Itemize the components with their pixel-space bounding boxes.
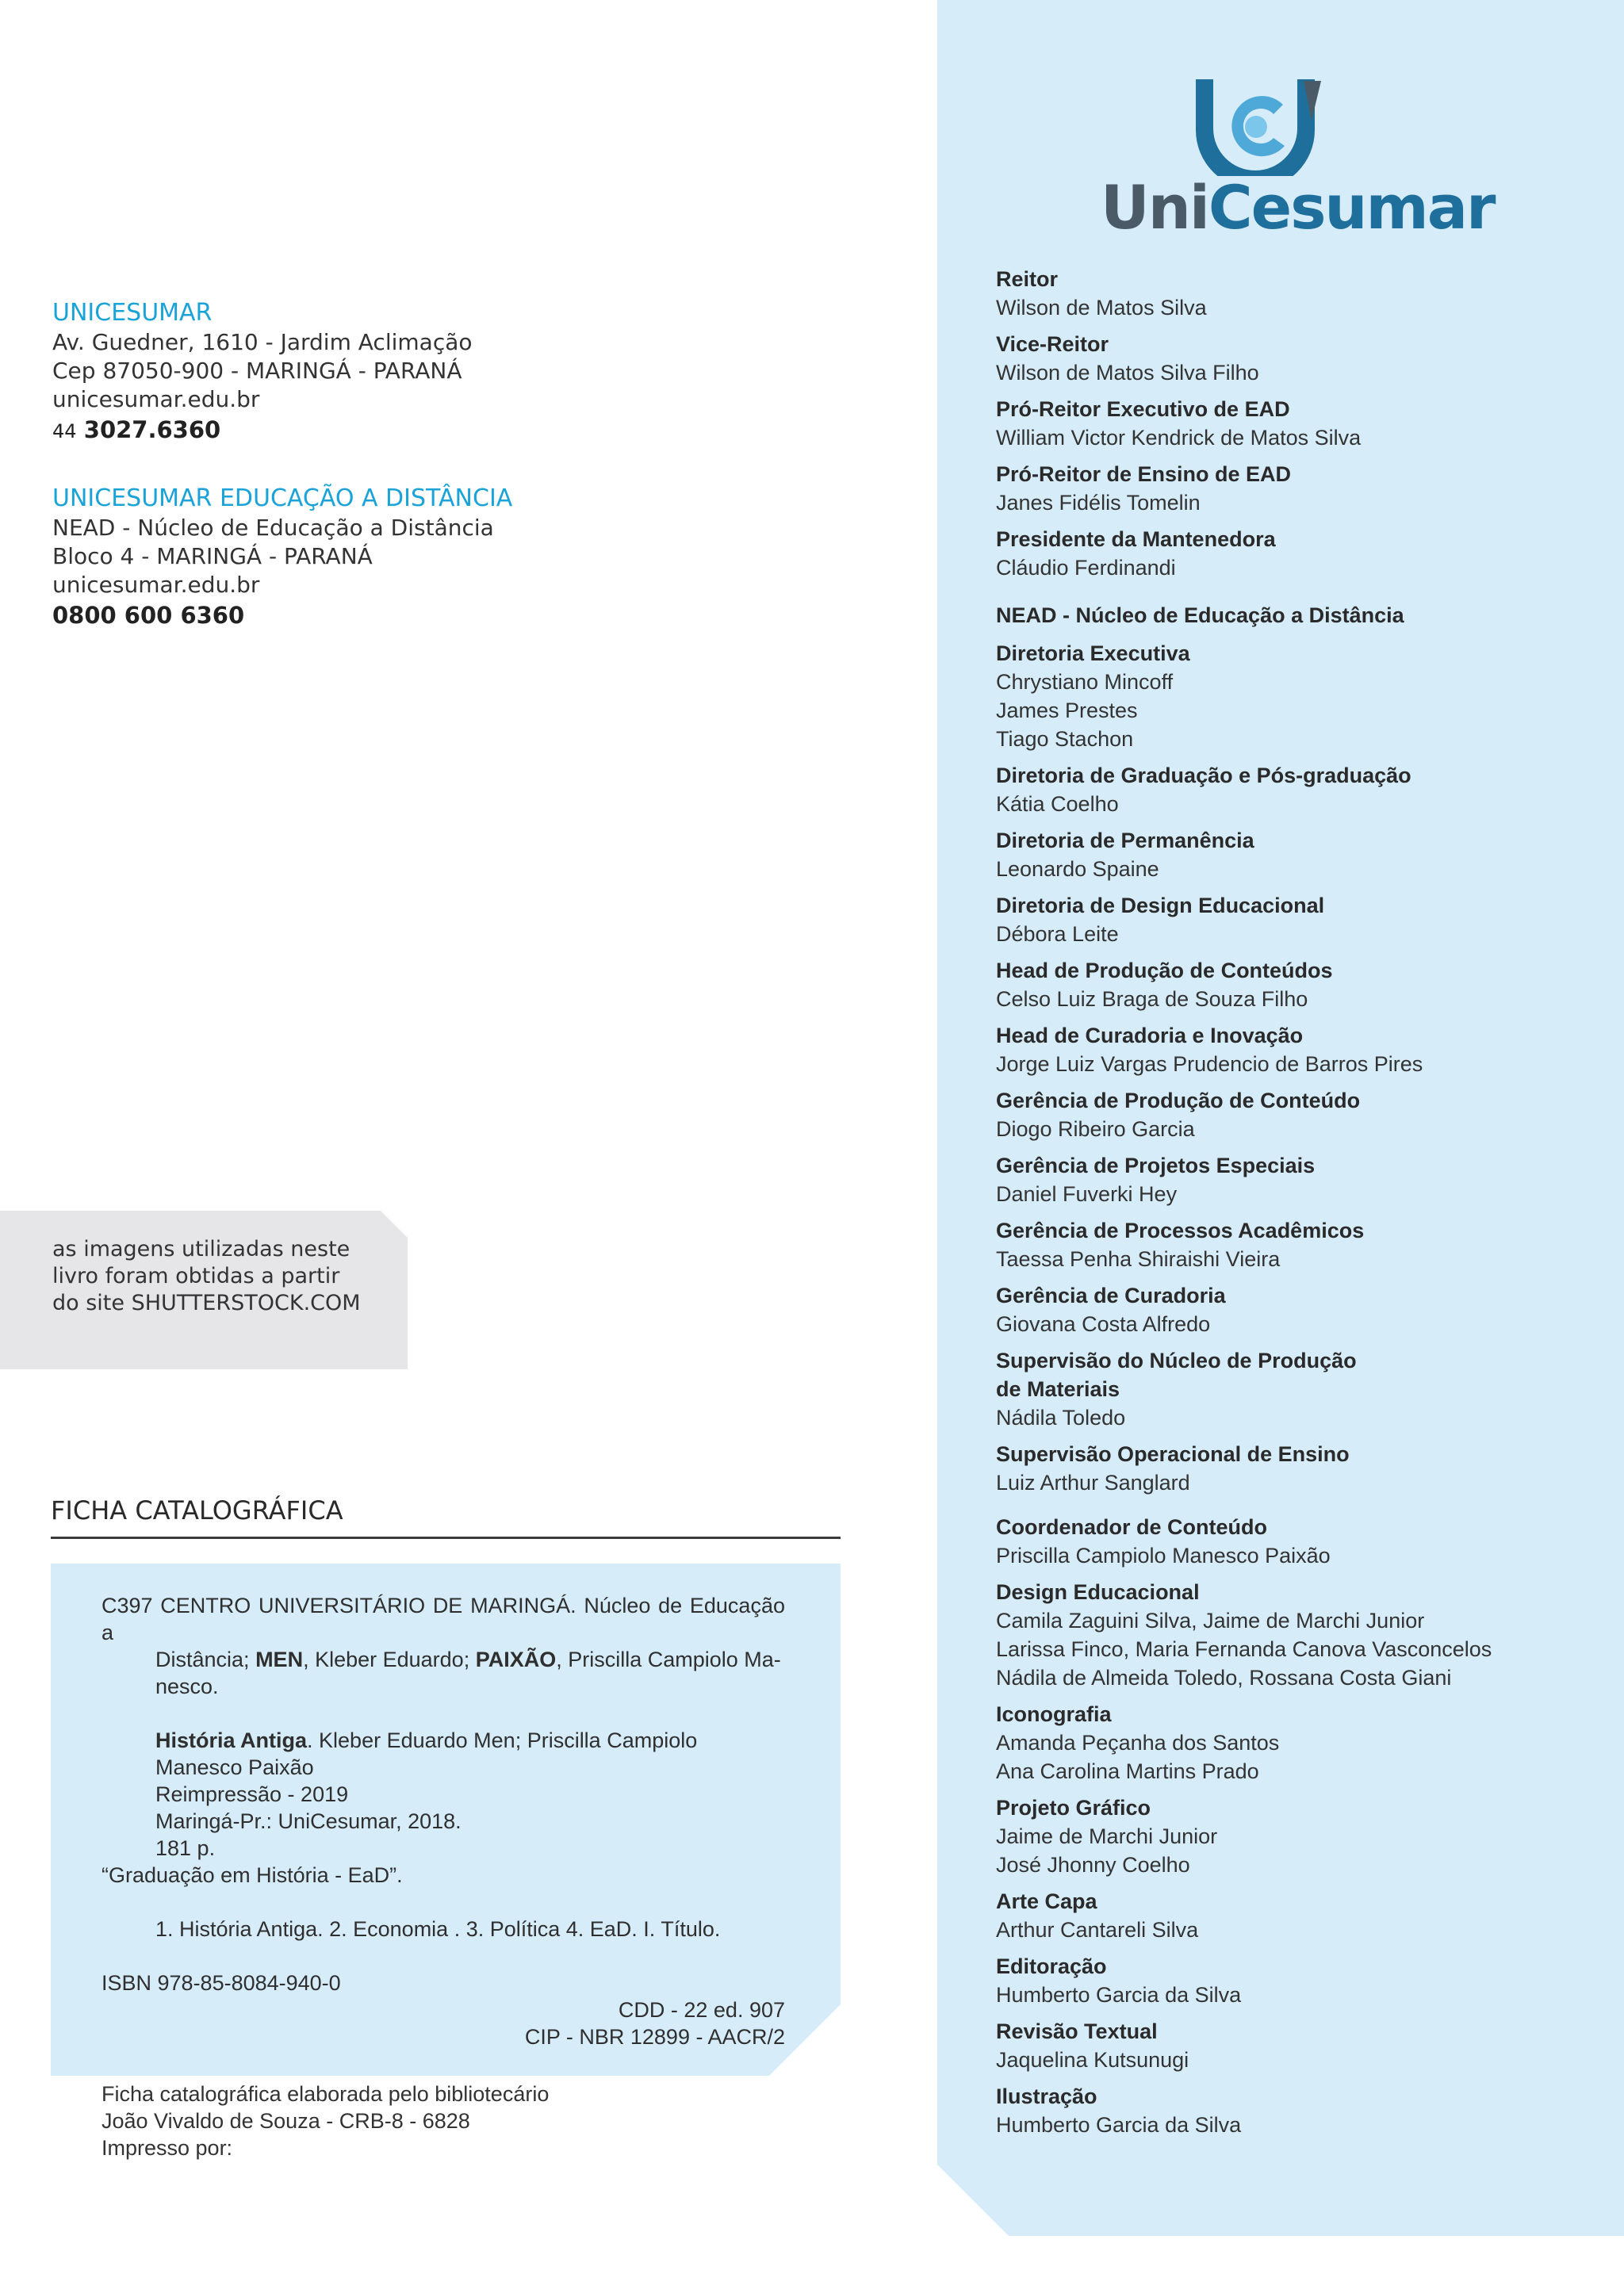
address-line: Bloco 4 - MARINGÁ - PARANÁ — [52, 543, 373, 569]
role-diretoria-design — [996, 891, 1599, 948]
ficha-cdd: CDD - 22 ed. 907 — [618, 1998, 785, 2022]
logo-part-cesumar: Cesumar — [1208, 172, 1495, 243]
role-name: Cláudio Ferdinandi — [996, 556, 1176, 580]
ficha-footer-line: Impresso por: — [102, 2136, 233, 2160]
role-diretoria-executiva — [996, 639, 1599, 753]
address-line: Cep 87050-900 - MARINGÁ - PARANÁ — [52, 358, 462, 384]
role-pro-reitor-ensino — [996, 460, 1599, 517]
ficha-entry-text: CENTRO UNIVERSITÁRIO DE MARINGÁ. Núcleo de Educação a — [102, 1594, 785, 1644]
role-iconografia — [996, 1700, 1599, 1786]
role-gerencia-processos — [996, 1216, 1599, 1273]
role-diretoria-permanencia — [996, 826, 1599, 883]
role-head-producao — [996, 956, 1599, 1013]
role-name: Nádila Toledo — [996, 1406, 1126, 1430]
role-title: Reitor — [996, 267, 1059, 291]
role-title: Head de Produção de Conteúdos — [996, 959, 1333, 982]
role-name: Humberto Garcia da Silva — [996, 2113, 1242, 2137]
role-name: Wilson de Matos Silva — [996, 296, 1207, 320]
staff-list — [996, 265, 1599, 2147]
address-website: unicesumar.edu.br — [52, 386, 260, 412]
role-title: Arte Capa — [996, 1889, 1097, 1913]
address-line: NEAD - Núcleo de Educação a Distância — [52, 515, 494, 541]
role-name: Diogo Ribeiro Garcia — [996, 1117, 1195, 1141]
spacer — [102, 1889, 785, 1916]
role-pro-reitor-executivo — [996, 395, 1599, 452]
ficha-title: FICHA CATALOGRÁFICA — [51, 1495, 343, 1525]
role-name: Wilson de Matos Silva Filho — [996, 361, 1259, 385]
role-gerencia-curadoria — [996, 1281, 1599, 1338]
role-title: Coordenador de Conteúdo — [996, 1515, 1267, 1539]
role-name: Tiago Stachon — [996, 727, 1134, 751]
role-title: Gerência de Processos Acadêmicos — [996, 1219, 1365, 1242]
book-authors: . Kleber Eduardo Men; Priscilla Campiolo — [307, 1728, 698, 1752]
ficha-footer-line: Ficha catalográfica elaborada pelo bibliotecário — [102, 2082, 550, 2106]
role-name: Nádila de Almeida Toledo, Rossana Costa Giani — [996, 1666, 1452, 1690]
role-name: Taessa Penha Shiraishi Vieira — [996, 1247, 1281, 1271]
role-title: Diretoria de Graduação e Pós-graduação — [996, 764, 1411, 787]
role-gerencia-producao — [996, 1086, 1599, 1143]
role-editoracao — [996, 1952, 1599, 2009]
unicesumar-logo — [1101, 73, 1495, 243]
role-title: Diretoria de Permanência — [996, 829, 1254, 852]
ficha-place: Maringá-Pr.: UniCesumar, 2018. — [155, 1809, 462, 1833]
address-phone — [52, 599, 512, 631]
role-title: Gerência de Curadoria — [996, 1284, 1226, 1307]
role-revisao-textual — [996, 2017, 1599, 2074]
role-title: Gerência de Projetos Especiais — [996, 1154, 1316, 1177]
role-name: Kátia Coelho — [996, 792, 1119, 816]
ficha-footer-line: João Vivaldo de Souza - CRB-8 - 6828 — [102, 2109, 470, 2133]
role-name: James Prestes — [996, 699, 1138, 722]
role-title: Iconografia — [996, 1702, 1112, 1726]
role-name: Janes Fidélis Tomelin — [996, 491, 1201, 515]
ficha-content — [102, 1592, 785, 2050]
role-coordenador — [996, 1513, 1599, 1570]
credit-line: do site SHUTTERSTOCK.COM — [52, 1291, 361, 1315]
role-title: Diretoria Executiva — [996, 641, 1190, 665]
role-ilustracao — [996, 2082, 1599, 2139]
credit-line: as imagens utilizadas neste — [52, 1237, 350, 1261]
ficha-isbn: ISBN 978-85-8084-940-0 — [102, 1971, 341, 1995]
role-name: Giovana Costa Alfredo — [996, 1312, 1211, 1336]
role-title: Pró-Reitor de Ensino de EAD — [996, 462, 1292, 486]
image-credit-text — [52, 1236, 361, 1317]
image-credit-box — [0, 1211, 408, 1369]
unicesumar-logo-icon — [1101, 73, 1410, 176]
address-phone — [52, 414, 473, 447]
ficha-entry-text: , Priscilla Campiolo Ma- — [556, 1648, 781, 1671]
role-title: Vice-Reitor — [996, 332, 1109, 356]
role-design-educacional — [996, 1578, 1599, 1692]
role-title: Design Educacional — [996, 1580, 1200, 1604]
role-diretoria-graduacao — [996, 761, 1599, 818]
logo-wordmark — [1101, 172, 1495, 243]
role-arte-capa — [996, 1887, 1599, 1944]
role-name: Leonardo Spaine — [996, 857, 1159, 881]
role-title: Projeto Gráfico — [996, 1796, 1151, 1820]
ficha-subjects: 1. História Antiga. 2. Economia . 3. Política 4. EaD. I. Título. — [155, 1917, 721, 1941]
role-name: Chrystiano Mincoff — [996, 670, 1174, 694]
role-name: Jaquelina Kutsunugi — [996, 2048, 1189, 2072]
ficha-entry-text: , Kleber Eduardo; — [303, 1648, 476, 1671]
address-website: unicesumar.edu.br — [52, 572, 260, 598]
role-vice-reitor — [996, 330, 1599, 387]
address-title: UNICESUMAR EDUCAÇÃO A DISTÂNCIA — [52, 484, 513, 512]
ficha-divider — [51, 1537, 841, 1539]
role-name: Ana Carolina Martins Prado — [996, 1759, 1259, 1783]
ficha-book-line: Manesco Paixão — [155, 1755, 314, 1779]
nead-heading: NEAD - Núcleo de Educação a Distância — [996, 603, 1404, 627]
ficha-code: C397 — [102, 1594, 153, 1617]
role-name: Amanda Peçanha dos Santos — [996, 1731, 1280, 1755]
ficha-entry-line1 — [102, 1592, 785, 1646]
role-title: Supervisão do Núcleo de Produção — [996, 1349, 1357, 1372]
address-line: Av. Guedner, 1610 - Jardim Aclimação — [52, 329, 473, 355]
role-title: Gerência de Produção de Conteúdo — [996, 1089, 1361, 1112]
role-name: Humberto Garcia da Silva — [996, 1983, 1242, 2007]
role-name: Luiz Arthur Sanglard — [996, 1471, 1190, 1495]
author-men: MEN — [255, 1648, 304, 1671]
role-projeto-grafico — [996, 1793, 1599, 1879]
role-title: Editoração — [996, 1954, 1107, 1978]
role-name: José Jhonny Coelho — [996, 1853, 1190, 1877]
role-name: Camila Zaguini Silva, Jaime de Marchi Junior — [996, 1609, 1425, 1633]
role-title: Ilustração — [996, 2084, 1097, 2108]
role-name: Arthur Cantareli Silva — [996, 1918, 1199, 1942]
role-name: Celso Luiz Braga de Souza Filho — [996, 987, 1308, 1011]
role-name: Priscilla Campiolo Manesco Paixão — [996, 1544, 1331, 1568]
spacer — [102, 1700, 785, 1727]
ficha-reprint: Reimpressão - 2019 — [155, 1782, 349, 1806]
role-title: Presidente da Mantenedora — [996, 527, 1276, 551]
ficha-box — [51, 1564, 841, 2076]
role-supervisao-nucleo — [996, 1346, 1599, 1432]
role-title: Supervisão Operacional de Ensino — [996, 1442, 1350, 1466]
role-title-continued: de Materiais — [996, 1377, 1120, 1401]
role-name: Jorge Luiz Vargas Prudencio de Barros Pires — [996, 1052, 1423, 1076]
spacer — [102, 1943, 785, 1970]
role-name: Daniel Fuverki Hey — [996, 1182, 1178, 1206]
role-title: Pró-Reitor Executivo de EAD — [996, 397, 1290, 421]
ficha-footer — [102, 2081, 549, 2161]
ficha-book-line — [102, 1727, 785, 1754]
ficha-pages: 181 p. — [155, 1836, 216, 1860]
ficha-entry-text: Distância; — [155, 1648, 256, 1671]
role-name: Jaime de Marchi Junior — [996, 1824, 1218, 1848]
phone-number: 3027.6360 — [83, 416, 221, 443]
role-gerencia-projetos — [996, 1151, 1599, 1208]
address-title: UNICESUMAR — [52, 299, 213, 327]
role-name: Larissa Finco, Maria Fernanda Canova Vasconcelos — [996, 1637, 1492, 1661]
phone-number: 0800 600 6360 — [52, 602, 245, 629]
role-title: Diretoria de Design Educacional — [996, 894, 1325, 917]
address-ead — [52, 484, 512, 631]
role-title: Revisão Textual — [996, 2019, 1158, 2043]
role-name: William Victor Kendrick de Matos Silva — [996, 426, 1362, 450]
role-presidente — [996, 525, 1599, 582]
ficha-entry-line3: nesco. — [155, 1675, 219, 1698]
address-unicesumar — [52, 298, 473, 447]
ficha-cip: CIP - NBR 12899 - AACR/2 — [524, 2025, 785, 2049]
role-supervisao-operacional — [996, 1440, 1599, 1497]
role-head-curadoria — [996, 1021, 1599, 1078]
ficha-entry-line2 — [102, 1646, 785, 1673]
role-title: Head de Curadoria e Inovação — [996, 1024, 1304, 1047]
book-title: História Antiga — [155, 1728, 308, 1752]
phone-prefix: 44 — [52, 420, 77, 442]
role-reitor — [996, 265, 1599, 322]
role-name: Débora Leite — [996, 922, 1119, 946]
ficha-series: “Graduação em História - EaD”. — [102, 1863, 403, 1887]
author-paixao: PAIXÃO — [475, 1648, 557, 1671]
credit-line: livro foram obtidas a partir — [52, 1264, 340, 1288]
logo-part-uni: Uni — [1101, 172, 1208, 243]
